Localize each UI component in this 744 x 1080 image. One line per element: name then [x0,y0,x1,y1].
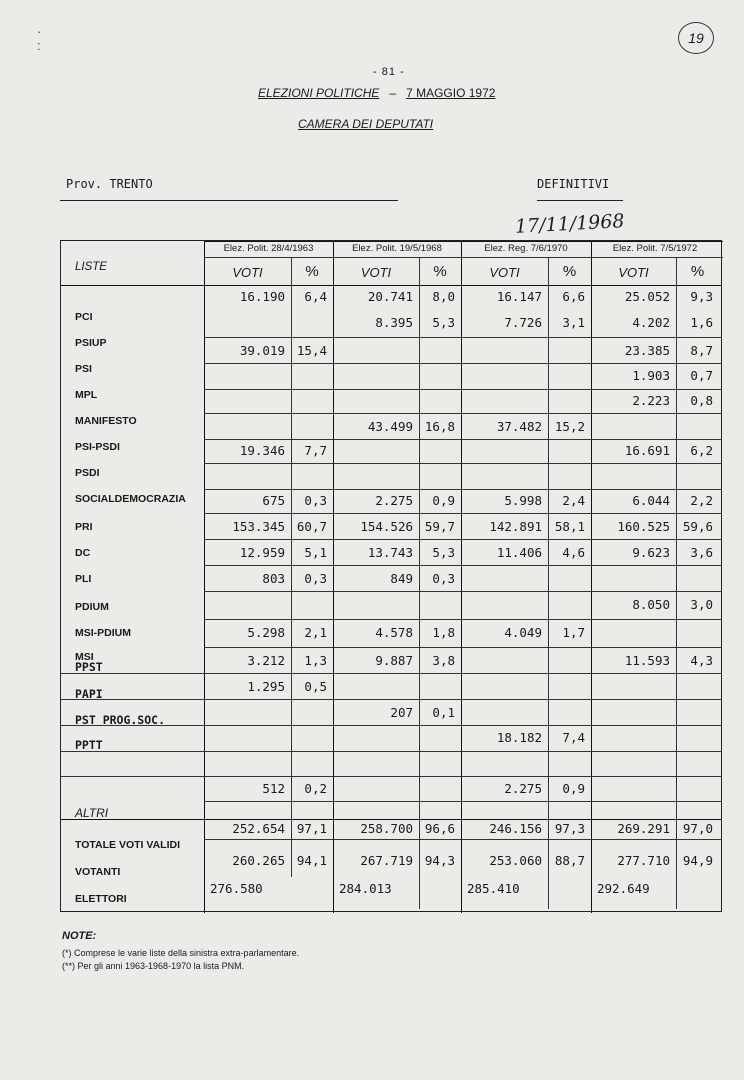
page-stamp: 19 [678,22,714,54]
table-cell: 5,3 [432,545,455,560]
summary-label: ELETTORI [75,893,127,905]
status-underline [537,200,623,201]
table-cell: 2,2 [690,493,713,508]
table-cell: 0,9 [562,781,585,796]
table-cell: 4.202 [632,315,670,330]
party-label: PPST [75,660,103,674]
table-cell: 2,4 [562,493,585,508]
party-label: PRI [75,521,93,533]
election-header: Elez. Polit. 28/4/1963 [223,243,314,254]
table-cell: 0,9 [432,493,455,508]
row-line [204,751,721,752]
notes-heading: NOTE: [62,930,97,942]
table-cell: 2.275 [504,781,542,796]
table-cell: 675 [262,493,285,508]
table-cell: 58,1 [554,519,585,534]
table-cell: 0,3 [304,571,327,586]
handwritten-date: 17/11/1968 [514,210,626,238]
summary-top-line [61,819,721,820]
row-line [204,539,721,540]
table-cell: 253.060 [489,853,542,868]
table-cell: 8,7 [690,343,713,358]
row-line [204,801,721,802]
table-cell: 284.013 [339,881,392,896]
table-cell: 276.580 [210,881,263,896]
table-cell: 512 [262,781,285,796]
province-label: Prov. TRENTO [66,177,153,191]
table-cell: 207 [390,705,413,720]
table-cell: 0,1 [432,705,455,720]
table-cell: 94,3 [424,853,455,868]
title-elections: ELEZIONI POLITICHE [258,86,380,100]
pct-header: % [433,263,447,280]
party-label: PSDI [75,467,100,479]
table-cell: 3,6 [690,545,713,560]
table-cell: 154.526 [360,519,413,534]
pct-header: % [690,263,705,280]
party-label: MSI [75,651,94,663]
table-cell: 60,7 [296,519,327,534]
table-cell: 37.482 [496,419,542,434]
note-1: (*) Comprese le varie liste della sinistra extra-parlamentare. [62,948,300,958]
table-cell: 7,7 [304,443,327,458]
votes-header: VOTI [618,265,649,280]
table-cell: 19.346 [239,443,285,458]
table-cell: 3,0 [690,597,713,612]
table-cell: 97,0 [682,821,713,836]
party-label: PCI [75,311,93,323]
table-cell: 15,2 [554,419,585,434]
table-cell: 16.147 [496,289,542,304]
table-cell: 153.345 [232,519,285,534]
table-cell: 0,3 [304,493,327,508]
table-cell: 849 [390,571,413,586]
party-label: PSI [75,363,92,375]
table-cell: 3.212 [247,653,285,668]
table-cell: 6,2 [690,443,713,458]
row-line [204,776,721,777]
party-label: DC [75,547,91,559]
party-label: PSIUP [75,337,107,349]
row-line [204,647,721,648]
table-cell: 25.052 [624,289,670,304]
party-label: SOCIALDEMOCRAZIA [75,493,186,505]
notes-section [62,930,299,973]
note-2: (**) Per gli anni 1963-1968-1970 la lista PNM. [62,961,245,971]
table-cell: 97,3 [554,821,585,836]
table-cell: 1,8 [432,625,455,640]
table-cell: 96,6 [424,821,455,836]
table-cell: 9,3 [690,289,713,304]
altri-label: ALTRI [75,806,109,820]
row-line [204,725,721,726]
party-label: PST PROG.SOC. [75,713,166,727]
table-cell: 142.891 [489,519,542,534]
title-date: 7 MAGGIO 1972 [406,86,496,100]
row-line [204,363,721,364]
party-label: PLI [75,573,92,585]
table-cell: 0,5 [304,679,327,694]
table-cell: 5.298 [247,625,285,640]
table-cell: 4,6 [562,545,585,560]
table-cell: 9.887 [375,653,413,668]
table-cell: 23.385 [624,343,670,358]
election-header: Elez. Polit. 19/5/1968 [352,243,442,254]
votes-header: VOTI [489,265,520,280]
summary-label: VOTANTI [75,866,121,878]
results-table [60,240,722,912]
table-cell: 4,3 [690,653,713,668]
table-cell: 1.295 [247,679,285,694]
table-cell: 1.903 [632,368,670,383]
document-title [258,86,495,100]
row-line [204,619,721,620]
table-cell: 5,1 [304,545,327,560]
table-cell: 88,7 [554,853,585,868]
table-cell: 12.959 [239,545,285,560]
table-cell: 160.525 [617,519,670,534]
summary-label: TOTALE VOTI VALIDI [75,839,180,851]
status-label: DEFINITIVI [537,177,610,191]
margin-dot-2: : [37,38,41,53]
table-cell: 11.406 [496,545,542,560]
margin-dot-1: · [37,24,42,39]
row-line [204,389,721,390]
row-line [204,337,721,338]
party-label: MPL [75,389,98,401]
table-cell: 94,1 [296,853,327,868]
header-mid-line [204,257,723,258]
table-cell: 252.654 [232,821,285,836]
election-divider [591,241,592,913]
table-cell: 1,7 [562,625,585,640]
table-cell: 9.623 [632,545,670,560]
table-cell: 246.156 [489,821,542,836]
header-top-line [204,241,723,242]
table-cell: 5,3 [432,315,455,330]
party-label: PDIUM [75,601,109,613]
table-cell: 16,8 [424,419,455,434]
table-cell: 7,4 [562,730,585,745]
title-dash: – [389,86,397,100]
document-subtitle: CAMERA DEI DEPUTATI [298,117,434,131]
table-cell: 0,8 [690,393,713,408]
row-line [204,591,721,592]
table-cell: 2.275 [375,493,413,508]
table-cell: 16.691 [624,443,670,458]
table-cell: 1,3 [304,653,327,668]
table-cell: 269.291 [617,821,670,836]
party-label: PSI-PSDI [75,441,120,453]
votes-header: VOTI [232,265,263,280]
table-cell: 8.395 [375,315,413,330]
table-cell: 97,1 [296,821,327,836]
row-line [204,565,721,566]
pct-divider [548,257,549,909]
table-cell: 59,6 [682,519,713,534]
party-label: MANIFESTO [75,415,137,427]
table-cell: 277.710 [617,853,670,868]
table-cell: 285.410 [467,881,520,896]
pct-header: % [562,263,577,280]
row-line [204,439,721,440]
table-cell: 20.741 [367,289,413,304]
table-cell: 1,6 [690,315,713,330]
table-cell: 16.190 [239,289,285,304]
table-cell: 3,8 [432,653,455,668]
table-cell: 15,4 [296,343,327,358]
table-cell: 267.719 [360,853,413,868]
table-cell: 3,1 [562,315,585,330]
election-header: Elez. Reg. 7/6/1970 [484,243,568,254]
table-cell: 0,2 [304,781,327,796]
table-cell: 6,6 [562,289,585,304]
row-line [204,673,721,674]
election-header: Elez. Polit. 7/5/1972 [612,243,698,254]
table-cell: 2.223 [632,393,670,408]
row-line [204,699,721,700]
liste-label: LISTE [75,261,107,273]
party-label: PPTT [75,738,103,752]
header-bottom-line [61,285,721,286]
table-cell: 13.743 [367,545,413,560]
row-line [204,513,721,514]
party-label: MSI-PDIUM [75,627,131,639]
table-cell: 258.700 [360,821,413,836]
table-cell: 7.726 [504,315,542,330]
table-cell: 5.998 [504,493,542,508]
table-cell: 0,3 [432,571,455,586]
table-cell: 292.649 [597,881,650,896]
table-cell: 8,0 [432,289,455,304]
table-cell: 4.049 [504,625,542,640]
table-cell: 6.044 [632,493,670,508]
election-divider [461,241,462,913]
pct-header: % [305,263,319,280]
table-cell: 39.019 [239,343,285,358]
row-line [204,463,721,464]
table-cell: 59,7 [424,519,455,534]
row-line [204,839,721,840]
table-cell: 803 [262,571,285,586]
table-cell: 11.593 [624,653,670,668]
table-cell: 43.499 [367,419,413,434]
table-cell: 8.050 [632,597,670,612]
table-cell: 2,1 [304,625,327,640]
votes-header: VOTI [360,265,392,280]
row-line [204,489,721,490]
label-row-line [61,776,204,777]
table-cell: 4.578 [375,625,413,640]
table-cell: 0,7 [690,368,713,383]
party-label: PAPI [75,687,103,701]
province-underline [60,200,398,201]
table-cell: 260.265 [232,853,285,868]
table-cell: 94,9 [682,853,713,868]
page-number: - 81 - [373,66,405,78]
table-cell: 18.182 [496,730,542,745]
row-line [204,413,721,414]
table-cell: 6,4 [304,289,327,304]
